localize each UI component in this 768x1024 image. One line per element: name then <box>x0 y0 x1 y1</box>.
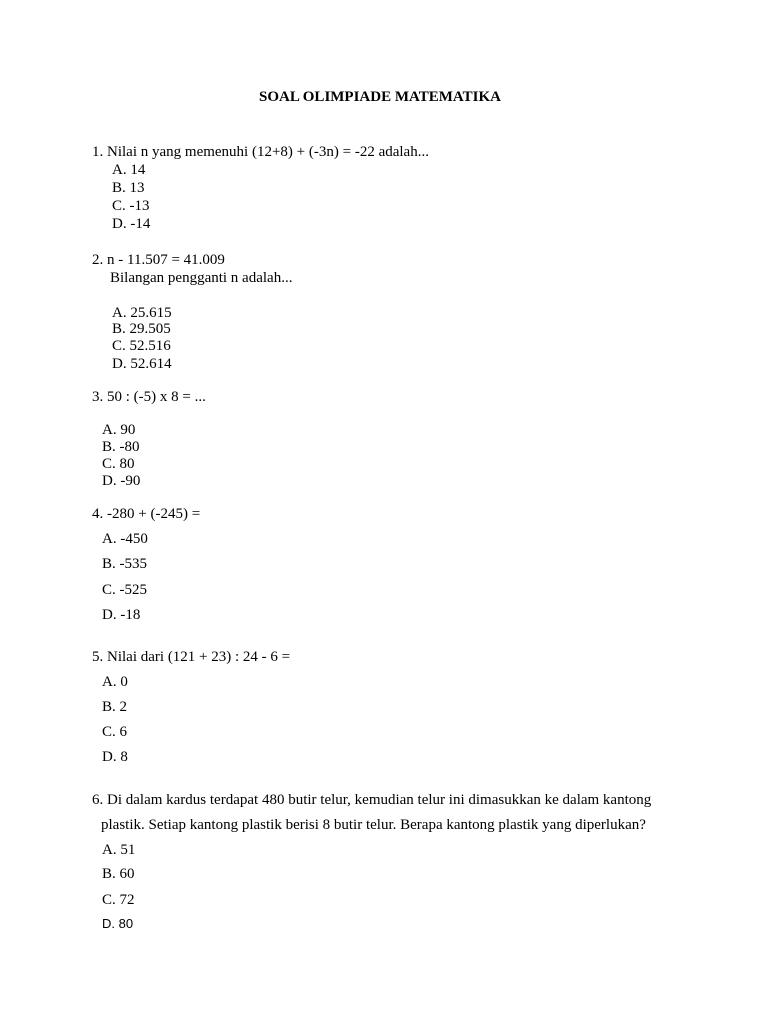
option-d: D. -18 <box>102 607 141 623</box>
question-text-line-2: plastik. Setiap kantong plastik berisi 8 butir telur. Berapa kantong plastik yang diperlukan? <box>101 817 646 833</box>
option-a: A. 51 <box>102 842 136 858</box>
option-a: A. 90 <box>102 422 136 438</box>
option-d: D. -90 <box>102 473 141 489</box>
option-c: C. 52.516 <box>112 338 171 354</box>
question-text: 3. 50 : (-5) x 8 = ... <box>92 389 206 405</box>
option-b: B. -535 <box>102 556 147 572</box>
option-c: C. -13 <box>112 198 150 214</box>
option-b: B. 13 <box>112 180 145 196</box>
option-d: D. 80 <box>102 916 134 931</box>
option-b: B. 60 <box>102 866 135 882</box>
option-c: C. -525 <box>102 582 147 598</box>
option-a: A. 0 <box>102 674 128 690</box>
option-b: B. 2 <box>102 699 128 715</box>
question-text: 1. Nilai n yang memenuhi (12+8) + (-3n) = -22 adalah... <box>92 144 429 160</box>
option-a: A. 25.615 <box>112 305 172 321</box>
option-b: B. -80 <box>102 439 140 455</box>
option-c: C. 80 <box>102 456 135 472</box>
question-text: 5. Nilai dari (121 + 23) : 24 - 6 = <box>92 649 291 665</box>
option-a: A. 14 <box>112 162 146 178</box>
question-text: 2. n - 11.507 = 41.009 <box>92 252 225 268</box>
option-d: D. 52.614 <box>112 356 172 372</box>
question-text: 6. Di dalam kardus terdapat 480 butir telur, kemudian telur ini dimasukkan ke dalam kantong <box>92 792 652 808</box>
option-b: B. 29.505 <box>112 321 171 337</box>
question-text-line-2: Bilangan pengganti n adalah... <box>110 270 293 286</box>
option-c: C. 72 <box>102 892 135 908</box>
option-c: C. 6 <box>102 724 128 740</box>
page-title: SOAL OLIMPIADE MATEMATIKA <box>259 89 501 105</box>
option-d: D. 8 <box>102 749 128 765</box>
option-d: D. -14 <box>112 216 151 232</box>
question-text: 4. -280 + (-245) = <box>92 506 201 522</box>
option-a: A. -450 <box>102 531 148 547</box>
